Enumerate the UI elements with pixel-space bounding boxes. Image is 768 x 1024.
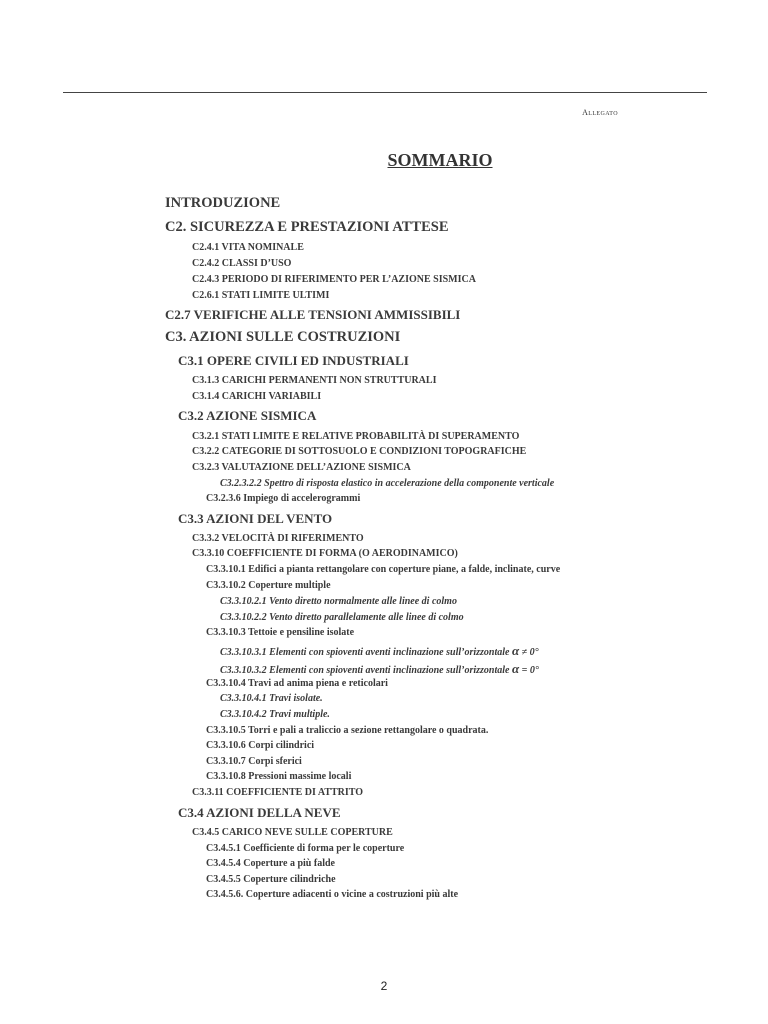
toc-entry-label: C3.3.10.3.1 Elementi con spioventi aventi inclinazione sull’orizzontale [220, 647, 510, 658]
toc-entry-c3-3-10-4-1[interactable]: C3.3.10.4.1 Travi isolate. [220, 693, 323, 704]
toc-entry-c3-3-10-4-2[interactable]: C3.3.10.4.2 Travi multiple. [220, 709, 330, 720]
toc-entry-c3-3-10-4[interactable]: C3.3.10.4 Travi ad anima piena e reticolari [206, 678, 388, 689]
toc-entry-c3[interactable]: C3. AZIONI SULLE COSTRUZIONI [165, 329, 401, 345]
toc-entry-c3-1-4[interactable]: C3.1.4 CARICHI VARIABILI [192, 391, 322, 402]
header-label: Allegato [582, 108, 618, 117]
toc-entry-c3-3-10-3-2[interactable] [220, 661, 539, 677]
toc-entry-c2[interactable]: C2. SICUREZZA E PRESTAZIONI ATTESE [165, 219, 449, 235]
toc-entry-introduzione[interactable]: INTRODUZIONE [165, 195, 281, 211]
toc-entry-c3-2-1[interactable]: C3.2.1 STATI LIMITE E RELATIVE PROBABILITÀ DI SUPERAMENTO [192, 431, 520, 442]
header-rule [63, 92, 707, 93]
toc-entry-c3-3-10-3-1[interactable] [220, 643, 539, 659]
condition-text: ≠ 0° [521, 647, 539, 658]
toc-entry-c3-2-3-2-2[interactable]: C3.2.3.2.2 Spettro di risposta elastico in accelerazione della componente verticale [220, 478, 555, 489]
toc-entry-c3-4-5-6[interactable]: C3.4.5.6. Coperture adiacenti o vicine a costruzioni più alte [206, 889, 459, 900]
toc-entry-c3-2-2[interactable]: C3.2.2 CATEGORIE DI SOTTOSUOLO E CONDIZIONI TOPOGRAFICHE [192, 446, 527, 457]
toc-entry-c3-3-10-2-2[interactable]: C3.3.10.2.2 Vento diretto parallelamente alle linee di colmo [220, 612, 464, 623]
toc-entry-c3-4-5-1[interactable]: C3.4.5.1 Coefficiente di forma per le coperture [206, 843, 405, 854]
toc-entry-c2-7[interactable]: C2.7 VERIFICHE ALLE TENSIONI AMMISSIBILI [165, 307, 461, 322]
toc-entry-c3-3-10-3[interactable]: C3.3.10.3 Tettoie e pensiline isolate [206, 627, 355, 638]
toc-entry-c3-1-3[interactable]: C3.1.3 CARICHI PERMANENTI NON STRUTTURALI [192, 375, 437, 386]
toc-entry-c3-3-10[interactable]: C3.3.10 COEFFICIENTE DI FORMA (O AERODINAMICO) [192, 548, 458, 559]
toc-entry-c2-4-1[interactable]: C2.4.1 VITA NOMINALE [192, 242, 304, 253]
toc-entry-c3-2[interactable]: C3.2 AZIONE SISMICA [178, 408, 317, 423]
toc-entry-c3-3-10-6[interactable]: C3.3.10.6 Corpi cilindrici [206, 740, 315, 751]
toc-entry-c3-2-3[interactable]: C3.2.3 VALUTAZIONE DELL’AZIONE SISMICA [192, 462, 411, 473]
alpha-symbol: α [511, 661, 520, 676]
toc-entry-c3-4-5[interactable]: C3.4.5 CARICO NEVE SULLE COPERTURE [192, 827, 393, 838]
toc-entry-c3-3-11[interactable]: C3.3.11 COEFFICIENTE DI ATTRITO [192, 787, 364, 798]
toc-entry-c3-3-2[interactable]: C3.3.2 VELOCITÀ DI RIFERIMENTO [192, 533, 364, 544]
toc-entry-c2-6-1[interactable]: C2.6.1 STATI LIMITE ULTIMI [192, 290, 330, 301]
toc-entry-c3-3-10-1[interactable]: C3.3.10.1 Edifici a pianta rettangolare con coperture piane, a falde, inclinate, curve [206, 564, 561, 575]
toc-entry-c3-3[interactable]: C3.3 AZIONI DEL VENTO [178, 511, 333, 526]
toc-entry-c3-3-10-7[interactable]: C3.3.10.7 Corpi sferici [206, 756, 302, 767]
toc-entry-c3-3-10-5[interactable]: C3.3.10.5 Torri e pali a traliccio a sezione rettangolare o quadrata. [206, 725, 489, 736]
toc-entry-c3-3-10-2[interactable]: C3.3.10.2 Coperture multiple [206, 580, 331, 591]
toc-entry-c3-4-5-4[interactable]: C3.4.5.4 Coperture a più falde [206, 858, 335, 869]
alpha-symbol: α [511, 643, 520, 658]
toc-entry-c2-4-2[interactable]: C2.4.2 CLASSI D’USO [192, 258, 292, 269]
toc-entry-c2-4-3[interactable]: C2.4.3 PERIODO DI RIFERIMENTO PER L’AZIONE SISMICA [192, 274, 476, 285]
toc-entry-c3-3-10-2-1[interactable]: C3.3.10.2.1 Vento diretto normalmente alle linee di colmo [220, 596, 457, 607]
toc-entry-c3-3-10-8[interactable]: C3.3.10.8 Pressioni massime locali [206, 771, 352, 782]
page-number: 2 [380, 979, 388, 993]
toc-entry-label: C3.3.10.3.2 Elementi con spioventi aventi inclinazione sull’orizzontale [220, 665, 510, 676]
toc-entry-c3-2-3-6[interactable]: C3.2.3.6 Impiego di accelerogrammi [206, 493, 361, 504]
page-title: SOMMARIO [387, 150, 493, 170]
toc-entry-c3-4[interactable]: C3.4 AZIONI DELLA NEVE [178, 805, 341, 820]
condition-text: = 0° [521, 665, 539, 676]
toc-entry-c3-4-5-5[interactable]: C3.4.5.5 Coperture cilindriche [206, 874, 336, 885]
toc-entry-c3-1[interactable]: C3.1 OPERE CIVILI ED INDUSTRIALI [178, 353, 409, 368]
